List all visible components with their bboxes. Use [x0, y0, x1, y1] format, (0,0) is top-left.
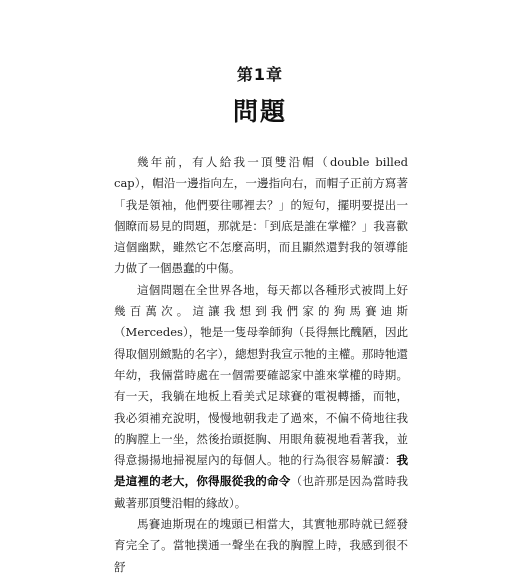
emphasized-quote: 我是這裡的老大，你得服從我的命令: [114, 453, 408, 489]
chapter-title: 問題: [232, 97, 287, 126]
paragraph-2-tail: （也許那是因為當時我戴著那頂雙沿帽的緣故）。: [114, 474, 408, 510]
chapter-body: [114, 152, 408, 578]
paragraph-2: [114, 280, 408, 514]
chapter-number: 第1章: [236, 65, 284, 84]
paragraph-3: 馬賽迪斯現在的塊頭已相當大，其實牠那時就已經發育完全了。當牠撲通一聲坐在我的胸膛上時，我感到很不舒: [114, 517, 408, 574]
paragraph-2-text: 這個問題在全世界各地，每天都以各種形式被問上好幾百萬次。這讓我想到我們家的狗馬賽迪斯（Mercedes），牠是一隻母拳師狗（長得無比醜陋，因此得取個別緻點的名字），總想對我宣示牠的主權。那時牠還年幼，我倆當時處在一個需要確認家中誰來掌權的時期。有一天，我躺在地板上看美式足球賽的電視轉播，而牠，我必須補充說明，慢慢地朝我走了過來，不偏不倚地往我的胸膛上一坐，然後抬頭挺胸、用眼角藐視地看著我，並得意揚揚地掃視屋內的每個人。牠的行為很容易解讀：: [114, 282, 408, 468]
paragraph-1: 幾年前，有人給我一頂雙沿帽（double billed cap），帽沿一邊指向左，一邊指向右，而帽子正前方寫著「我是領袖，他們要往哪裡去？」的短句，擺明要提出一個瞭而易見的問題，那就是：「到底是誰在掌權？」我喜歡這個幽默，雖然它不怎麼高明，而且顯然還對我的領導能力做了一個愚蠢的中傷。: [114, 155, 408, 276]
